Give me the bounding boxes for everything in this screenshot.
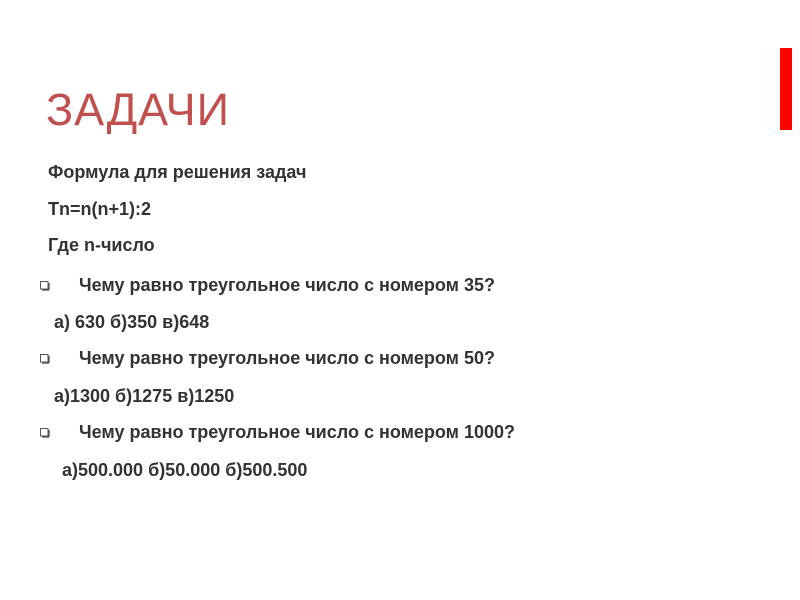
question-3: Чему равно треугольное число с номером 1000? <box>79 422 516 442</box>
formula: Tn=n(n+1):2 <box>48 199 152 219</box>
formula-intro: Формула для решения задач <box>48 162 307 182</box>
slide-title: ЗАДАЧИ <box>46 84 231 135</box>
answers-3: а)500.000 б)50.000 б)500.500 <box>62 460 308 480</box>
formula-note: Где n-число <box>48 235 155 255</box>
question-2: Чему равно треугольное число с номером 50? <box>79 348 496 368</box>
answers-2: а)1300 б)1275 в)1250 <box>54 386 235 406</box>
answers-1: а) 630 б)350 в)648 <box>54 312 210 332</box>
question-1: Чему равно треугольное число с номером 35? <box>79 275 496 295</box>
accent-bar <box>780 48 792 130</box>
checkbox-square-icon <box>40 428 50 438</box>
checkbox-square-icon <box>40 354 50 364</box>
checkbox-square-icon <box>40 281 50 291</box>
